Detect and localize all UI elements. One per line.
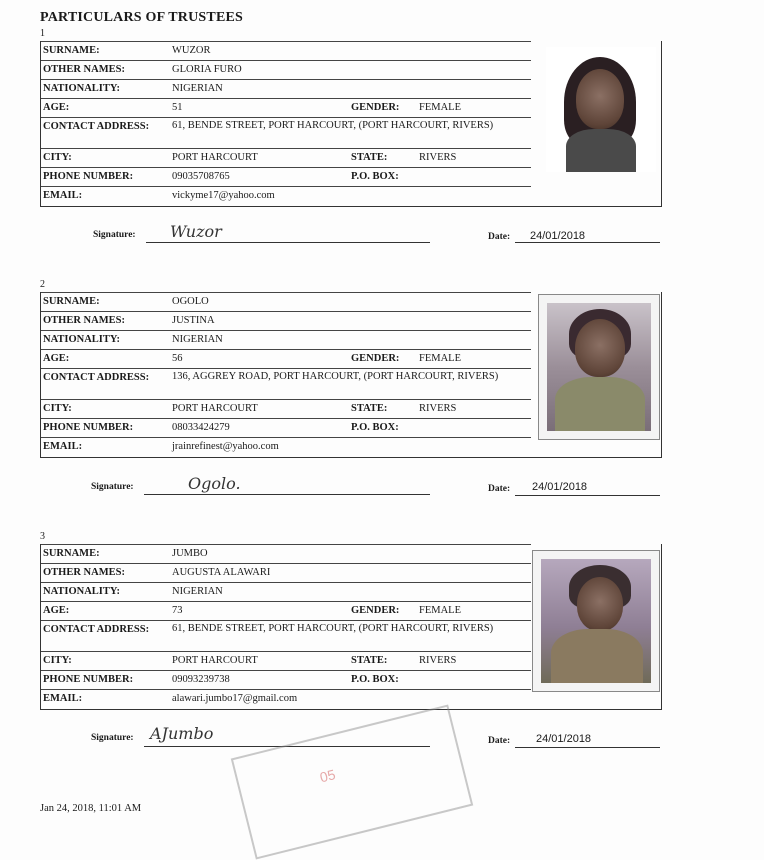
trustee-photo-frame (546, 47, 656, 172)
trustee-photo (546, 47, 656, 172)
signature-image: Wuzor (170, 222, 222, 241)
nationality-label: NATIONALITY: (43, 334, 121, 345)
surname-value: JUMBO (172, 548, 208, 559)
trustee-number: 1 (40, 28, 45, 39)
signature-label: Signature: (91, 482, 134, 492)
email-value: alawari.jumbo17@gmail.com (172, 693, 298, 704)
nationality-value: NIGERIAN (172, 334, 223, 345)
contact-address-row (41, 369, 531, 400)
contact-address-value: 61, BENDE STREET, PORT HARCOURT, (PORT HARCOURT, RIVERS) (172, 120, 494, 131)
trustee-photo-frame (532, 550, 660, 692)
other-names-value: GLORIA FURO (172, 64, 242, 75)
gender-label: GENDER: (351, 353, 400, 364)
city-value: PORT HARCOURT (172, 152, 258, 163)
state-value: RIVERS (419, 152, 457, 163)
phone-row (41, 671, 531, 690)
other-names-row (41, 564, 531, 583)
state-label: STATE: (351, 655, 388, 666)
phone-label: PHONE NUMBER: (43, 674, 134, 685)
stamp-number: 05 (318, 766, 338, 786)
email-label: EMAIL: (43, 190, 83, 201)
date-label: Date: (488, 736, 511, 746)
state-value: RIVERS (419, 655, 457, 666)
trustee-card-3 (40, 544, 662, 710)
trustee-card-2 (40, 292, 662, 458)
other-names-value: JUSTINA (172, 315, 215, 326)
trustee-photo-frame (538, 294, 660, 440)
footer-timestamp: Jan 24, 2018, 11:01 AM (40, 803, 142, 814)
gender-value: FEMALE (419, 353, 461, 364)
age-row (41, 350, 531, 369)
phone-value: 09035708765 (172, 171, 230, 182)
age-row (41, 99, 531, 118)
surname-label: SURNAME: (43, 548, 100, 559)
nationality-label: NATIONALITY: (43, 586, 121, 597)
signature-line (144, 480, 430, 495)
signature-label: Signature: (93, 230, 136, 240)
city-row (41, 652, 531, 671)
state-label: STATE: (351, 152, 388, 163)
phone-value: 09093239738 (172, 674, 230, 685)
city-row (41, 400, 531, 419)
gender-label: GENDER: (351, 605, 400, 616)
nationality-value: NIGERIAN (172, 83, 223, 94)
date-label: Date: (488, 484, 511, 494)
nationality-label: NATIONALITY: (43, 83, 121, 94)
surname-label: SURNAME: (43, 45, 100, 56)
date-label: Date: (488, 232, 511, 242)
trustee-number: 2 (40, 279, 45, 290)
po-box-label: P.O. BOX: (351, 171, 399, 182)
surname-value: OGOLO (172, 296, 209, 307)
age-row (41, 602, 531, 621)
nationality-row (41, 331, 531, 350)
age-value: 51 (172, 102, 183, 113)
nationality-value: NIGERIAN (172, 586, 223, 597)
surname-row (41, 544, 531, 564)
other-names-value: AUGUSTA ALAWARI (172, 567, 271, 578)
city-label: CITY: (43, 152, 72, 163)
trustee-photo (541, 559, 651, 683)
contact-address-label: CONTACT ADDRESS: (43, 372, 150, 383)
phone-value: 08033424279 (172, 422, 230, 433)
other-names-label: OTHER NAMES: (43, 567, 125, 578)
signature-label: Signature: (91, 733, 134, 743)
official-stamp (231, 704, 474, 859)
other-names-row (41, 61, 531, 80)
page-title: PARTICULARS OF TRUSTEES (40, 10, 244, 25)
email-row (41, 690, 531, 708)
state-value: RIVERS (419, 403, 457, 414)
age-label: AGE: (43, 353, 70, 364)
email-label: EMAIL: (43, 441, 83, 452)
age-label: AGE: (43, 102, 70, 113)
other-names-label: OTHER NAMES: (43, 64, 125, 75)
gender-value: FEMALE (419, 102, 461, 113)
gender-value: FEMALE (419, 605, 461, 616)
surname-row (41, 292, 531, 312)
phone-row (41, 419, 531, 438)
city-value: PORT HARCOURT (172, 403, 258, 414)
date-value: 24/01/2018 (532, 481, 588, 493)
gender-label: GENDER: (351, 102, 400, 113)
trustee-photo (547, 303, 651, 431)
other-names-label: OTHER NAMES: (43, 315, 125, 326)
surname-value: WUZOR (172, 45, 211, 56)
city-label: CITY: (43, 655, 72, 666)
email-value: vickyme17@yahoo.com (172, 190, 275, 201)
signature-image: Ogolo. (188, 474, 241, 493)
phone-label: PHONE NUMBER: (43, 171, 134, 182)
other-names-row (41, 312, 531, 331)
contact-address-label: CONTACT ADDRESS: (43, 121, 150, 132)
email-label: EMAIL: (43, 693, 83, 704)
surname-row (41, 41, 531, 61)
contact-address-value: 61, BENDE STREET, PORT HARCOURT, (PORT HARCOURT, RIVERS) (172, 623, 494, 634)
contact-address-value: 136, AGGREY ROAD, PORT HARCOURT, (PORT HARCOURT, RIVERS) (172, 371, 499, 382)
contact-address-row (41, 621, 531, 652)
city-value: PORT HARCOURT (172, 655, 258, 666)
po-box-label: P.O. BOX: (351, 674, 399, 685)
email-row (41, 438, 531, 456)
email-value: jrainrefinest@yahoo.com (172, 441, 279, 452)
trustee-card-1 (40, 41, 662, 207)
nationality-row (41, 80, 531, 99)
surname-label: SURNAME: (43, 296, 100, 307)
phone-row (41, 168, 531, 187)
age-value: 73 (172, 605, 183, 616)
date-value: 24/01/2018 (536, 733, 592, 745)
contact-address-label: CONTACT ADDRESS: (43, 624, 150, 635)
city-row (41, 149, 531, 168)
contact-address-row (41, 118, 531, 149)
age-value: 56 (172, 353, 183, 364)
age-label: AGE: (43, 605, 70, 616)
email-row (41, 187, 531, 205)
phone-label: PHONE NUMBER: (43, 422, 134, 433)
po-box-label: P.O. BOX: (351, 422, 399, 433)
city-label: CITY: (43, 403, 72, 414)
state-label: STATE: (351, 403, 388, 414)
signature-image: AJumbo (150, 724, 214, 743)
trustee-number: 3 (40, 531, 45, 542)
nationality-row (41, 583, 531, 602)
date-value: 24/01/2018 (530, 230, 586, 242)
